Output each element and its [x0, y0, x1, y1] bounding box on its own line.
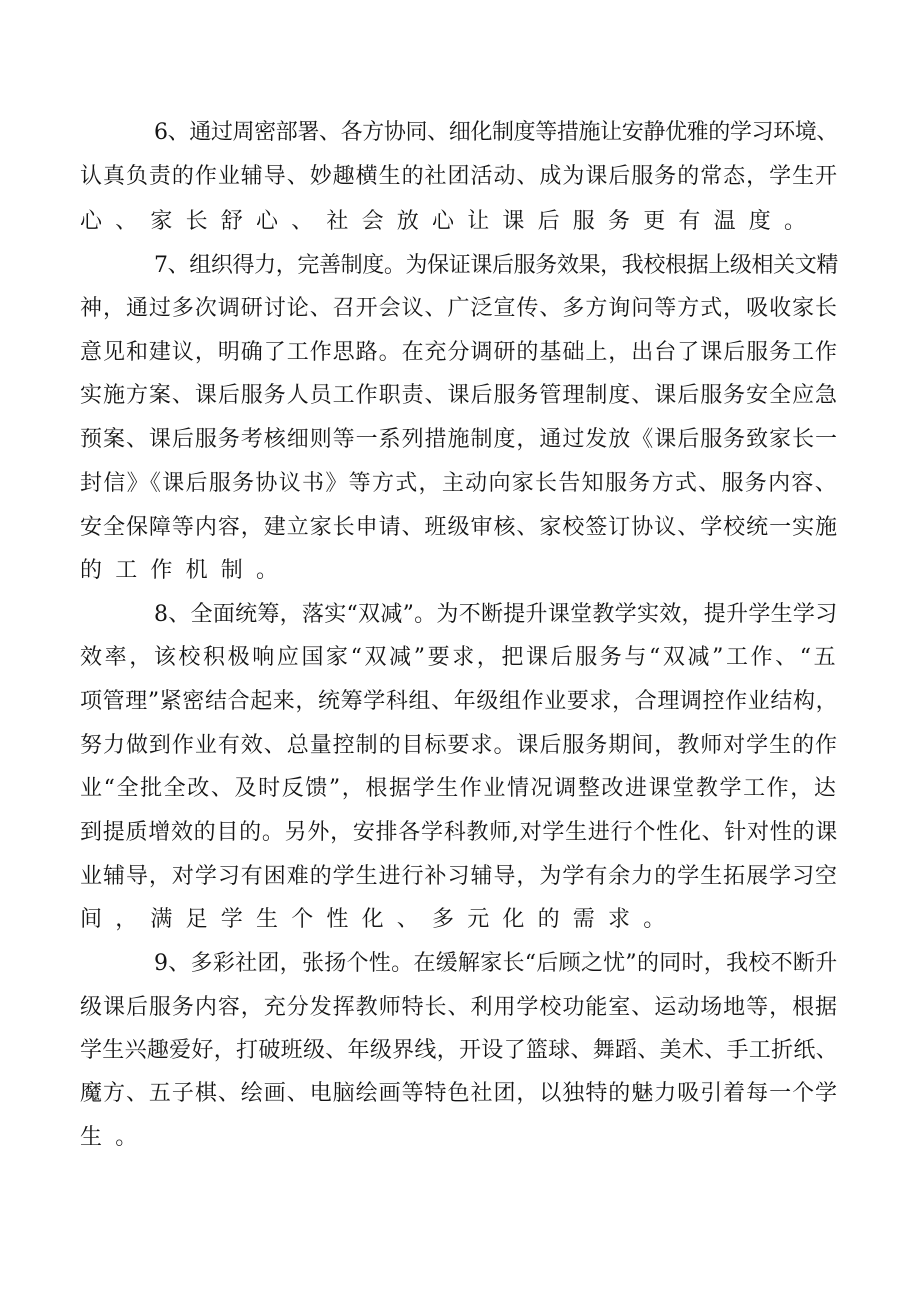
paragraph-8-line-7: 业辅导，对学习有困难的学生进行补习辅导，为学有余力的学生拓展学习空 [80, 864, 839, 889]
paragraph-9-line-2: 级课后服务内容，充分发挥教师特长、利用学校功能室、运动场地等，根据 [80, 995, 839, 1020]
paragraph-6-line-1: 6、通过周密部署、各方协同、细化制度等措施让安静优雅的学习环境、 [154, 120, 838, 145]
paragraph-8-line-8: 间，满足学生个性化、多元化的需求。 [80, 907, 679, 932]
paragraph-7-line-6: 封信》《课后服务协议书》等方式，主动向家长告知服务方式、服务内容、 [80, 471, 839, 496]
paragraph-8-line-4: 努力做到作业有效、总量控制的目标要求。课后服务期间，教师对学生的作 [80, 733, 839, 758]
paragraph-7-line-5: 预案、课后服务考核细则等一系列措施制度，通过发放《课后服务致家长一 [80, 427, 839, 452]
paragraph-7-line-2: 神，通过多次调研讨论、召开会议、广泛宣传、多方询问等方式，吸收家长 [80, 296, 839, 321]
paragraph-9-line-5: 生。 [80, 1125, 151, 1150]
paragraph-7-line-1: 7、组织得力，完善制度。为保证课后服务效果，我校根据上级相关文精 [154, 253, 838, 278]
paragraph-7-line-7: 安全保障等内容，建立家长申请、班级审核、家校签订协议、学校统一实施 [80, 515, 839, 540]
paragraph-8-line-3: 项管理”紧密结合起来，统筹学科组、年级组作业要求，合理调控作业结构， [80, 689, 839, 714]
paragraph-8-line-2: 效率，该校积极响应国家“双减”要求，把课后服务与“双减”工作、“五 [80, 645, 839, 670]
paragraph-9-line-3: 学生兴趣爱好，打破班级、年级界线，开设了篮球、舞蹈、美术、手工折纸、 [80, 1038, 838, 1063]
paragraph-8-line-5: 业“全批全改、及时反馈”，根据学生作业情况调整改进课堂教学工作，达 [80, 776, 838, 801]
paragraph-7-line-4: 实施方案、课后服务人员工作职责、课后服务管理制度、课后服务安全应急 [80, 383, 839, 408]
paragraph-9-line-4: 魔方、五子棋、绘画、电脑绘画等特色社团，以独特的魅力吸引着每一个学 [80, 1081, 839, 1106]
paragraph-7-line-8: 的工作机制。 [80, 558, 292, 583]
paragraph-9-line-1: 9、多彩社团，张扬个性。在缓解家长“后顾之忧”的同时，我校不断升 [154, 951, 838, 976]
paragraph-7-line-3: 意见和建议，明确了工作思路。在充分调研的基础上，出台了课后服务工作 [80, 340, 839, 365]
paragraph-6-line-3: 心、家长舒心、社会放心让课后服务更有温度。 [80, 209, 820, 234]
paragraph-8-line-6: 到提质增效的目的。另外，安排各学科教师,对学生进行个性化、针对性的课 [80, 820, 838, 845]
paragraph-6-line-2: 认真负责的作业辅导、妙趣横生的社团活动、成为课后服务的常态，学生开 [80, 164, 839, 189]
paragraph-8-line-1: 8、全面统筹，落实“双减”。为不断提升课堂教学实效，提升学生学习 [154, 602, 838, 627]
